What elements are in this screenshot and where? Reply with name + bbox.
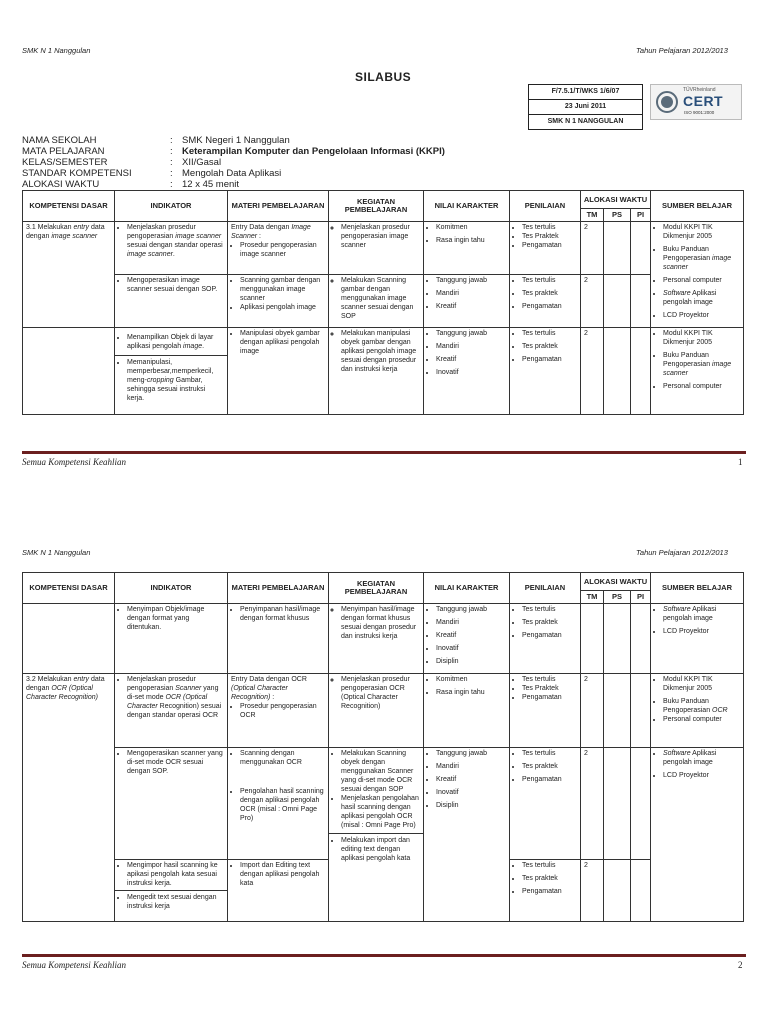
form-school: SMK N 1 NANGGULAN <box>547 118 624 125</box>
tm-cell: 2 <box>581 222 604 275</box>
info-row: STANDAR KOMPETENSI : Mengolah Data Aplikasi <box>22 168 282 179</box>
indikator-cell: • Menampilkan Objek di layar aplikasi pengolah image. • Memanipulasi, memperbesar,memperkecil, meng-cropping Gambar, sehingga sesuai instruksi kerja. <box>115 328 228 415</box>
table-row <box>23 674 744 748</box>
indikator-cell: • Menyimpan Objek/image dengan format yang ditentukan. <box>115 604 228 674</box>
col-materi: MATERI PEMBELAJARAN <box>228 573 329 604</box>
indikator-cell: • Menjelaskan prosedur pengoperasian Scanner yang di-set mode OCR (Optical Character Recognition) sesuai dengan standar operasi OCR <box>115 674 228 748</box>
page-header-school: SMK N 1 Nanggulan <box>22 46 91 55</box>
indikator-cell: • Mengimpor hasil scanning ke apikasi pengolah kata sesuai instruksi kerja. • Mengedit text sesuai dengan instruksi kerja <box>115 860 228 922</box>
col-pi: PI <box>631 591 651 604</box>
col-indikator: INDIKATOR <box>115 191 228 222</box>
table-row <box>23 328 744 415</box>
footer-text: Semua Kompetensi Keahlian <box>22 960 126 970</box>
kegiatan-cell: • Melakukan Scanning obyek dengan menggunakan Scanner yang di-set mode OCR sesuai dengan SOP • Menjelaskan pengolahan hasil scanning dengan aplikasi pengolah OCR (misal : Omni Page Pro) • Melakukan import dan editing text dengan aplikasi pengolah kata <box>329 748 424 922</box>
footer-rule <box>22 451 746 454</box>
penilaian-cell: • Tes tertulis • Tes Praktek • Pengamatan <box>510 674 581 748</box>
tm-cell: 2 <box>581 674 604 748</box>
col-ps: PS <box>604 209 631 222</box>
col-penilaian: PENILAIAN <box>510 573 581 604</box>
nilai-cell: • Tanggung jawab • Mandiri • Kreatif • Inovatif • Disiplin <box>424 748 510 922</box>
footer-rule <box>22 954 746 957</box>
col-sumber-belajar: SUMBER BELAJAR <box>651 573 744 604</box>
penilaian-cell: • Tes tertulis • Tes praktek • Pengamatan <box>510 748 581 860</box>
col-tm: TM <box>581 591 604 604</box>
indikator-cell: • Mengoperasikan scanner yang di-set mode OCR sesuai dengan SOP. <box>115 748 228 860</box>
nilai-cell: • Tanggung jawab • Mandiri • Kreatif • Inovatif • Disiplin <box>424 604 510 674</box>
materi-cell: • Scanning gambar dengan menggunakan image scanner • Aplikasi pengolah image <box>228 275 329 328</box>
penilaian-cell: • Tes tertulis • Tes praktek • Pengamatan <box>510 860 581 922</box>
sumber-cell: • Modul KKPI TIK Dikmenjur 2005 • Buku Panduan Pengoperasian OCR • Personal computer <box>651 674 744 748</box>
col-sumber-belajar: SUMBER BELAJAR <box>651 191 744 222</box>
page-header-school: SMK N 1 Nanggulan <box>22 548 91 557</box>
col-alokasi-waktu: ALOKASI WAKTU <box>581 573 651 591</box>
indikator-cell: • Mengoperasikan image scanner sesuai dengan SOP. <box>115 275 228 328</box>
info-row: MATA PELAJARAN : Keterampilan Komputer dan Pengelolaan Informasi (KKPI) <box>22 146 445 157</box>
tm-cell: 2 <box>581 860 604 922</box>
tm-cell: 2 <box>581 328 604 415</box>
materi-cell: • Manipulasi obyek gambar dengan aplikasi pengolah image <box>228 328 329 415</box>
materi-cell: • Import dan Editing text dengan aplikasi pengolah kata <box>228 860 329 922</box>
nilai-cell: • Komitmen • Rasa ingin tahu <box>424 222 510 275</box>
cert-logo: TÜVRheinland CERT ISO 9001:2000 <box>650 84 742 120</box>
col-indikator: INDIKATOR <box>115 573 228 604</box>
kegiatan-cell: ◦ Menjelaskan prosedur pengoperasian OCR (Optical Character Recognition) <box>329 674 424 748</box>
materi-cell: • Penyimpanan hasil/image dengan format khusus <box>228 604 329 674</box>
col-kompetensi-dasar: KOMPETENSI DASAR <box>23 191 115 222</box>
col-nilai-karakter: NILAI KARAKTER <box>424 191 510 222</box>
page-number: 2 <box>738 960 743 970</box>
indikator-cell: • Menjelaskan prosedur pengoperasian image scanner sesuai dengan standar operasi image scanner. <box>115 222 228 275</box>
col-alokasi-waktu: ALOKASI WAKTU <box>581 191 651 209</box>
table-row <box>23 604 744 674</box>
footer-text: Semua Kompetensi Keahlian <box>22 457 126 467</box>
nilai-cell: • Komitmen • Rasa ingin tahu <box>424 674 510 748</box>
form-date: 23 Juni 2011 <box>529 100 642 115</box>
nilai-cell: • Tanggung jawab • Mandiri • Kreatif <box>424 275 510 328</box>
col-kegiatan: KEGIATAN PEMBELAJARAN <box>329 191 424 222</box>
col-nilai-karakter: NILAI KARAKTER <box>424 573 510 604</box>
kd-cell: 3.1 Melakukan entry data dengan image scanner <box>23 222 115 328</box>
kd-cell: 3.2 Melakukan entry data dengan OCR (Optical Character Recognition) <box>23 674 115 922</box>
penilaian-cell: • Tes tertulis • Tes praktek • Pengamatan <box>510 328 581 415</box>
tm-cell: 2 <box>581 275 604 328</box>
page-number: 1 <box>738 457 743 467</box>
form-code: F/7.5.1/T/WKS 1/6/07 <box>529 85 642 100</box>
table-row <box>23 275 744 328</box>
materi-cell: Entry Data dengan OCR (Optical Character Recognition) : • Prosedur pengoperasian OCR <box>228 674 329 748</box>
kegiatan-cell: ◦ Melakukan Scanning gambar dengan menggunakan image scanner sesuai dengan SOP <box>329 275 424 328</box>
page-header-year: Tahun Pelajaran 2012/2013 <box>636 46 728 55</box>
col-kegiatan: KEGIATAN PEMBELAJARAN <box>329 573 424 604</box>
col-materi: MATERI PEMBELAJARAN <box>228 191 329 222</box>
nilai-cell: • Tanggung jawab • Mandiri • Kreatif • Inovatif <box>424 328 510 415</box>
sumber-cell: • Software Aplikasi pengolah image • LCD Proyektor <box>651 604 744 674</box>
penilaian-cell: • Tes tertulis • Tes Praktek • Pengamatan <box>510 222 581 275</box>
table-row <box>23 748 744 860</box>
kegiatan-cell: ◦ Melakukan manipulasi obyek gambar dengan aplikasi pengolah image sesuai dengan prosedur dan instruksi kerja <box>329 328 424 415</box>
sumber-cell: • Software Aplikasi pengolah image • LCD Proyektor <box>651 748 744 922</box>
syllabus-table-page2 <box>22 572 744 922</box>
info-row: KELAS/SEMESTER : XII/Gasal <box>22 157 222 168</box>
kegiatan-cell: ◦ Menyimpan hasil/image dengan format khusus sesuai dengan prosedur dan instruksi kerja <box>329 604 424 674</box>
syllabus-info <box>22 135 445 190</box>
col-ps: PS <box>604 591 631 604</box>
materi-cell: Entry Data dengan Image Scanner : • Prosedur pengoperasian image scanner <box>228 222 329 275</box>
kegiatan-cell: ◦ Menjelaskan prosedur pengoperasian image scanner <box>329 222 424 275</box>
syllabus-table-page1 <box>22 190 744 415</box>
col-penilaian: PENILAIAN <box>510 191 581 222</box>
info-row: NAMA SEKOLAH : SMK Negeri 1 Nanggulan <box>22 135 290 146</box>
penilaian-cell: • Tes tertulis • Tes praktek • Pengamatan <box>510 604 581 674</box>
sumber-cell: • Modul KKPI TIK Dikmenjur 2005 • Buku Panduan Pengoperasian image scanner • Personal computer • Software Aplikasi pengolah image • LCD Proyektor <box>651 222 744 328</box>
materi-cell: • Scanning dengan menggunakan OCR • Pengolahan hasil scanning dengan aplikasi pengolah OCR (misal : Omni Page Pro) <box>228 748 329 860</box>
page-header-year: Tahun Pelajaran 2012/2013 <box>636 548 728 557</box>
col-kompetensi-dasar: KOMPETENSI DASAR <box>23 573 115 604</box>
sumber-cell: • Modul KKPI TIK Dikmenjur 2005 • Buku Panduan Pengoperasian image scanner • Personal computer <box>651 328 744 415</box>
col-tm: TM <box>581 209 604 222</box>
info-row: ALOKASI WAKTU : 12 x 45 menit <box>22 179 240 190</box>
tm-cell: 2 <box>581 748 604 860</box>
form-code-box <box>528 84 643 130</box>
document-title: SILABUS <box>355 70 412 84</box>
col-pi: PI <box>631 209 651 222</box>
table-row <box>23 222 744 275</box>
penilaian-cell: • Tes tertulis • Tes praktek • Pengamatan <box>510 275 581 328</box>
